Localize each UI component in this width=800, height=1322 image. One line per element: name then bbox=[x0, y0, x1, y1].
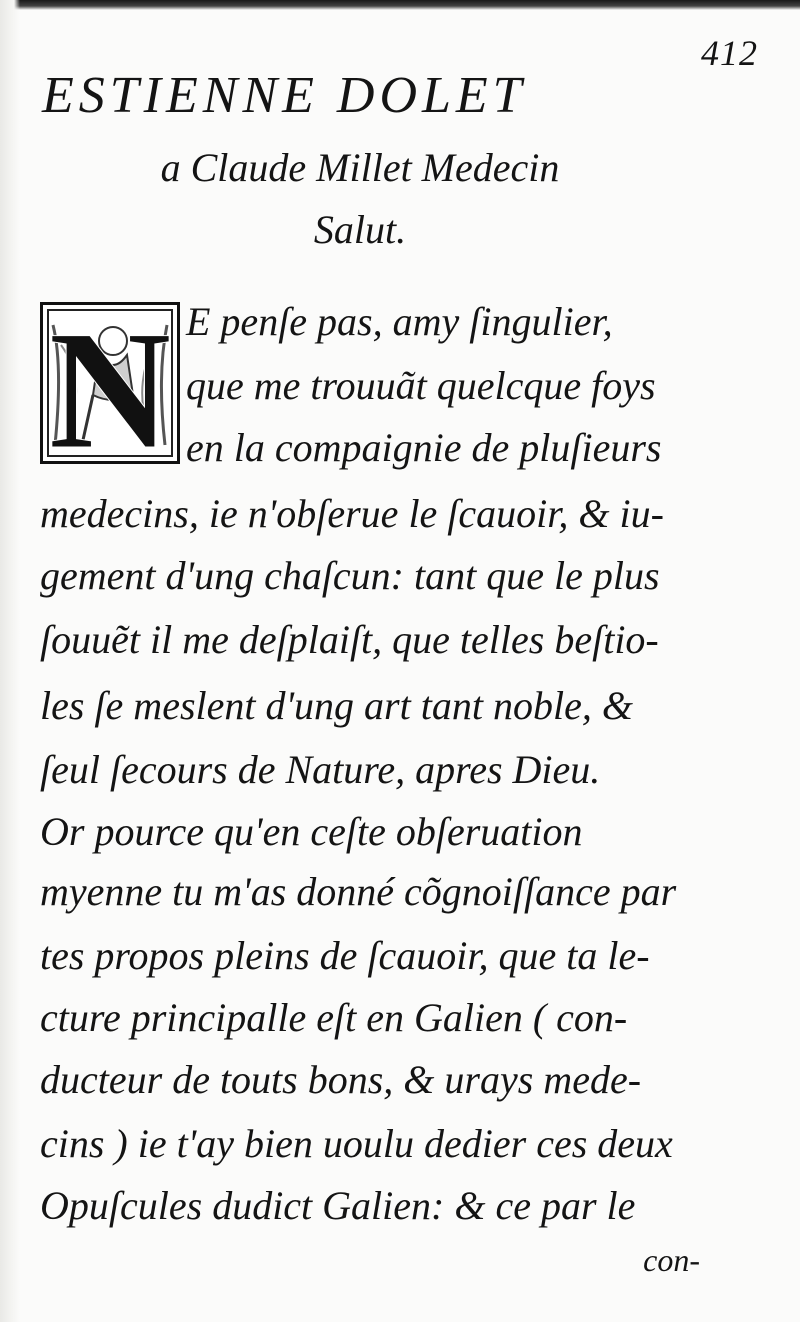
text-line: medecins, ie n'obſerue le ſcauoir, & iu- bbox=[40, 491, 664, 536]
salutation: Salut. bbox=[313, 207, 407, 252]
text-line: cture principalle eſt en Galien ( con- bbox=[40, 995, 628, 1040]
text-line: gement d'ung chaſcun: tant que le plus bbox=[40, 553, 660, 598]
text-line: que me trouuãt quelcque foys bbox=[186, 363, 656, 408]
text-line: cins ) ie t'ay bien uoulu dedier ces deux bbox=[40, 1121, 673, 1166]
text-line: myenne tu m'as donné cõgnoiſſance par bbox=[40, 869, 677, 914]
initial-letter: N bbox=[48, 305, 172, 461]
text-line: tes propos pleins de ſcauoir, que ta le- bbox=[40, 933, 650, 978]
text-line: Or pource qu'en ceſte obſeruation bbox=[40, 809, 583, 854]
text-line: ſouuẽt il me deſplaiſt, que telles beſtio- bbox=[40, 617, 659, 662]
text-line: les ſe meslent d'ung art tant noble, & bbox=[40, 683, 633, 728]
text-line: ducteur de touts bons, & urays mede- bbox=[40, 1057, 642, 1102]
text-line: Opuſcules dudict Galien: & ce par le bbox=[40, 1183, 636, 1228]
text-line: ſeul ſecours de Nature, apres Dieu. bbox=[40, 747, 601, 792]
dedication-title: ESTIENNE DOLET bbox=[42, 67, 527, 124]
catchword: con- bbox=[643, 1242, 700, 1278]
dedication-subtitle: a Claude Millet Medecin bbox=[160, 145, 560, 190]
text-line: E penſe pas, amy ſingulier, bbox=[186, 299, 613, 344]
page-number: 412 bbox=[701, 33, 758, 73]
text-line: en la compaignie de pluſieurs bbox=[186, 425, 662, 470]
